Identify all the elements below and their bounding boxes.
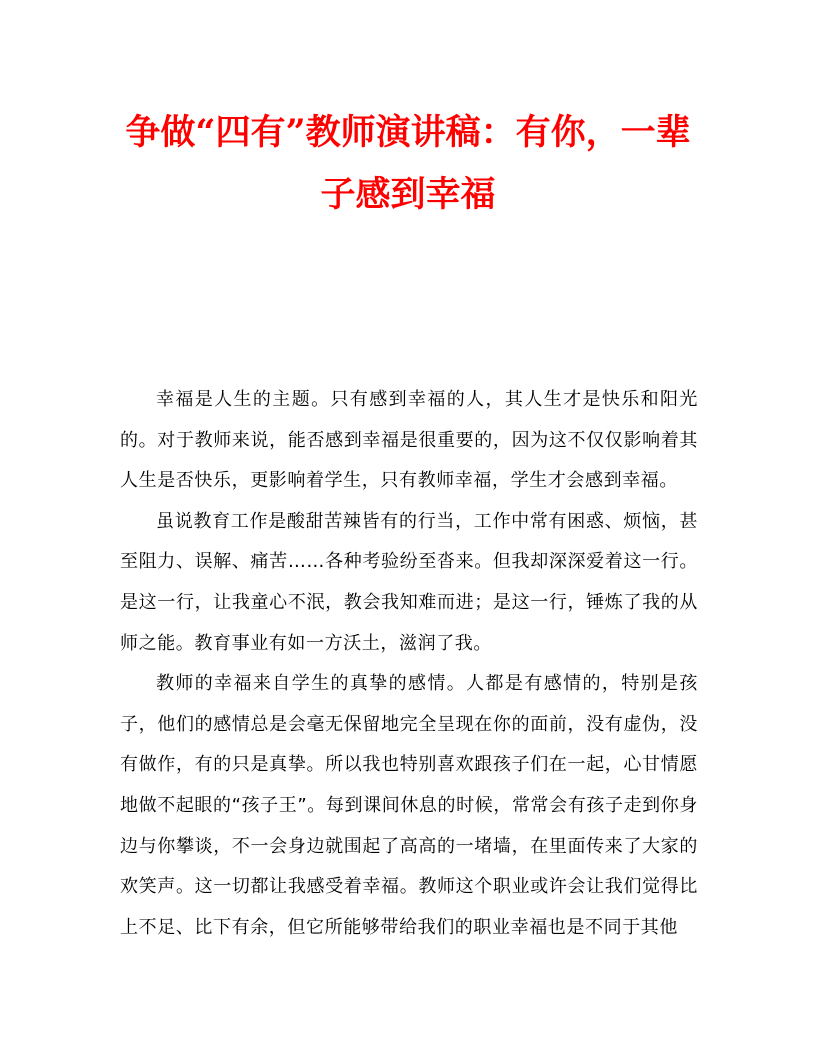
paragraph-1: 幸福是人生的主题。只有感到幸福的人，其人生才是快乐和阳光的。对于教师来说，能否感到幸福是很重要的，因为这不仅仅影响着其人生是否快乐，更影响着学生，只有教师幸福，学生才会感到幸福。 [120, 389, 698, 492]
paragraph-2: 虽说教育工作是酸甜苦辣皆有的行当，工作中常有困惑、烦恼，甚至阻力、误解、痛苦……各种考验纷至沓来。但我却深深爱着这一行。是这一行，让我童心不泯，教会我知难而进；是这一行，锤炼了我的从师之能。教育事业有如一方沃土，滋润了我。 [120, 510, 698, 654]
document-title: 争做“四有”教师演讲稿：有你，一辈子感到幸福 [125, 112, 691, 215]
document-body [120, 380, 698, 948]
paragraph-3: 教师的幸福来自学生的真挚的感情。人都是有感情的，特别是孩子，他们的感情总是会毫无保留地完全呈现在你的面前，没有虚伪，没有做作，有的只是真挚。所以我也特别喜欢跟孩子们在一起，心甘情愿地做不起眼的“孩子王”。每到课间休息的时候，常常会有孩子走到你身边与你攀谈，不一会身边就围起了高高的一堵墙，在里面传来了大家的欢笑声。这一切都让我感受着幸福。教师这个职业或许会让我们觉得比上不足、比下有余，但它所能够带给我们的职业幸福也是不同于其他 [120, 673, 698, 938]
